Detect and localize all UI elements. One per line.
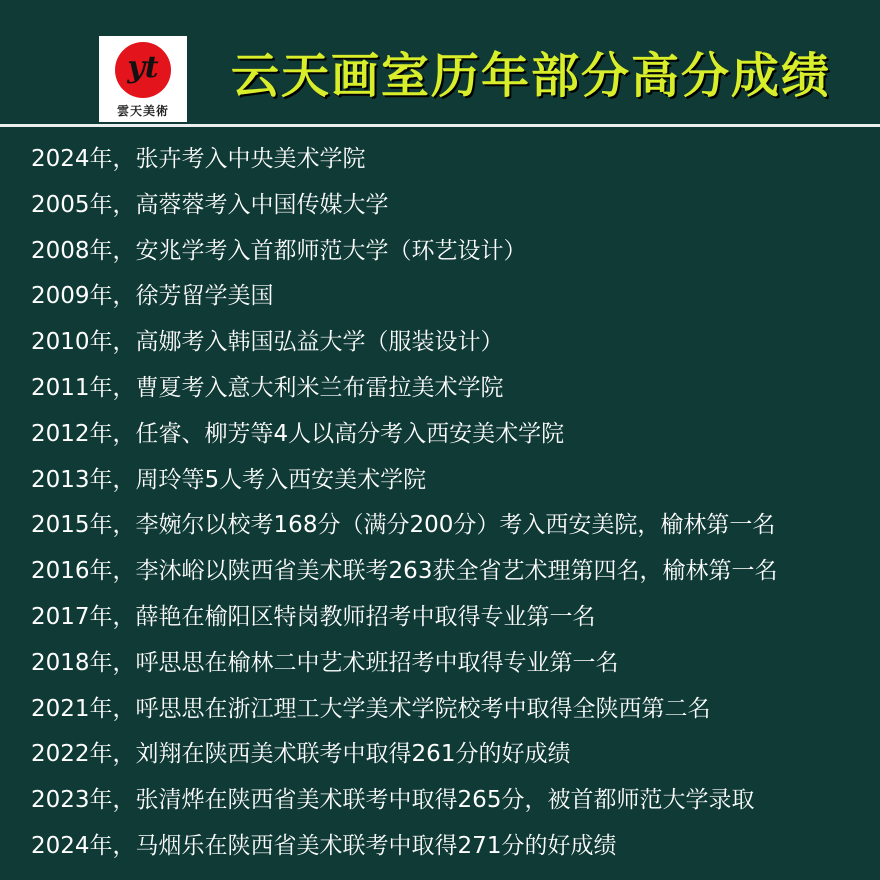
record-text: 李婉尔以校考168分（满分200分）考入西安美院，榆林第一名 <box>135 512 776 539</box>
record-text: 高娜考入韩国弘益大学（服装设计） <box>135 329 504 356</box>
record-year: 2008年， <box>31 237 136 264</box>
list-item <box>0 458 880 504</box>
record-text: 呼思思在榆林二中艺术班招考中取得专业第一名 <box>135 649 619 676</box>
record-year: 2023年， <box>31 787 136 814</box>
list-item <box>0 412 880 458</box>
list-item <box>0 595 880 641</box>
logo-badge <box>115 42 171 98</box>
record-year: 2010年， <box>31 329 136 356</box>
record-year: 2009年， <box>31 283 136 310</box>
header-divider <box>0 124 880 127</box>
record-year: 2011年， <box>31 374 136 401</box>
logo-mark: yt <box>127 50 159 85</box>
list-item <box>0 183 880 229</box>
list-item <box>0 641 880 687</box>
list-item <box>0 549 880 595</box>
list-item <box>0 137 880 183</box>
record-text: 李沐峪以陕西省美术联考263获全省艺术理第四名，榆林第一名 <box>135 558 778 585</box>
list-item <box>0 732 880 778</box>
record-year: 2012年， <box>31 420 136 447</box>
record-text: 张清烨在陕西省美术联考中取得265分，被首都师范大学录取 <box>135 787 755 814</box>
record-text: 高蓉蓉考入中国传媒大学 <box>135 191 389 218</box>
record-text: 曹夏考入意大利米兰布雷拉美术学院 <box>135 374 504 401</box>
record-year: 2016年， <box>31 558 136 585</box>
list-item <box>0 778 880 824</box>
record-year: 2021年， <box>31 695 136 722</box>
list-item <box>0 687 880 733</box>
header <box>0 0 880 126</box>
list-item <box>0 229 880 275</box>
record-year: 2005年， <box>31 191 136 218</box>
page-title: 云天画室历年部分高分成绩 <box>231 48 832 104</box>
list-item <box>0 274 880 320</box>
record-text: 安兆学考入首都师范大学（环艺设计） <box>135 237 527 264</box>
record-year: 2022年， <box>31 741 136 768</box>
list-item <box>0 824 880 870</box>
record-year: 2024年， <box>31 146 136 172</box>
record-year: 2015年， <box>31 512 136 539</box>
record-text: 张卉考入中央美术学院 <box>135 146 366 172</box>
record-text: 呼思思在浙江理工大学美术学院校考中取得全陕西第二名 <box>135 695 711 722</box>
logo <box>99 36 187 122</box>
logo-text: 雲天美術 <box>116 104 169 118</box>
list-item <box>0 320 880 366</box>
record-year: 2017年， <box>31 603 136 630</box>
record-text: 马烟乐在陕西省美术联考中取得271分的好成绩 <box>135 832 617 859</box>
records-list <box>0 137 880 870</box>
record-year: 2013年， <box>31 466 136 493</box>
record-text: 薛艳在榆阳区特岗教师招考中取得专业第一名 <box>135 603 596 630</box>
list-item <box>0 366 880 412</box>
list-item <box>0 503 880 549</box>
record-text: 周玲等5人考入西安美术学院 <box>135 466 427 493</box>
record-text: 徐芳留学美国 <box>135 283 274 310</box>
record-text: 任睿、柳芳等4人以高分考入西安美术学院 <box>135 420 565 447</box>
record-year: 2018年， <box>31 649 136 676</box>
record-year: 2024年， <box>31 832 136 859</box>
record-text: 刘翔在陕西美术联考中取得261分的好成绩 <box>135 741 571 768</box>
